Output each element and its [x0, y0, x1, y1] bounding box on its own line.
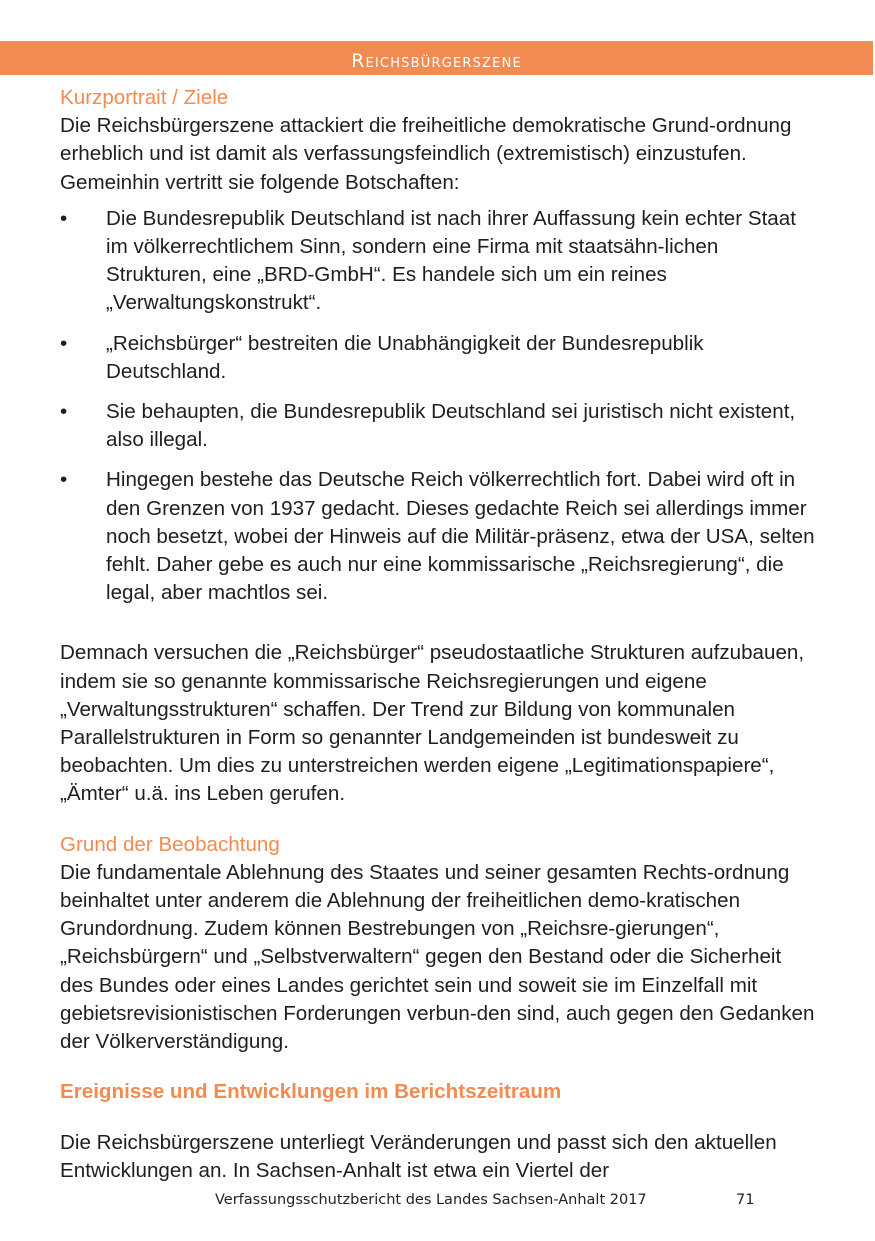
ereignisse-paragraph: Die Reichsbürgerszene unterliegt Veränderungen und passt sich den aktuellen Entwicklungen an. In Sachsen-Anhalt ist etwa ein Viertel der [60, 1130, 777, 1182]
heading-kurzportrait: Kurzportrait / Ziele [60, 86, 229, 109]
intro-paragraph: Die Reichsbürgerszene attackiert die freiheitliche demokratische Grund-ordnung erheblich und ist damit als verfassungsfeindlich (extremistisch) einzustufen. Gemeinhin vertritt sie folgende Botschaften: [60, 114, 792, 194]
heading-ereignisse: Ereignisse und Entwicklungen im Berichtszeitraum [60, 1080, 562, 1104]
page-number: 71 [736, 1192, 755, 1208]
bullet-item: • Hingegen bestehe das Deutsche Reich völkerrechtlich fort. Dabei wird oft in den Grenzen von 1937 gedacht. Dieses gedachte Reich sei allerdings immer noch besetzt, wobei der Hinweis auf die Militär-präsenz, etwa der USA, selten fehlt. Daher gebe es auch nur eine kommissarische „Reichsregierung“, die legal, aber machtlos sei. [60, 466, 820, 607]
bullet-item: • Die Bundesrepublik Deutschland ist nach ihrer Auffassung kein echter Staat im völkerrechtlichem Sinn, sondern eine Firma mit staatsähn-lichen Strukturen, eine „BRD-GmbH“. Es handele sich um ein reines „Verwaltungskonstrukt“. [60, 205, 820, 318]
header-title: Reichsbürgerszene [351, 50, 522, 72]
bullet-item: • „Reichsbürger“ bestreiten die Unabhängigkeit der Bundesrepublik Deutschland. [60, 330, 820, 386]
section-header-bar [0, 41, 873, 75]
footer-text: Verfassungsschutzbericht des Landes Sachsen-Anhalt 2017 [215, 1192, 647, 1208]
heading-grund-der-beobachtung: Grund der Beobachtung [60, 832, 280, 856]
bullet-list [60, 205, 820, 608]
document-body [60, 84, 820, 1185]
grund-paragraph: Die fundamentale Ablehnung des Staates und seiner gesamten Rechts-ordnung beinhaltet unter anderem die Ablehnung der freiheitlichen demo-kratischen Grundordnung. Zudem können Bestrebungen von „Reichsre-gierungen“, „Reichsbürgern“ und „Selbstverwaltern“ gegen den Bestand oder die Sicherheit des Bundes oder eines Landes gerichtet sein und soweit sie im Einzelfall mit gebietsrevisionistischen Forderungen verbun-den sind, auch gegen den Gedanken der Völkerverständigung. [60, 860, 815, 1054]
bullet-item: • Sie behaupten, die Bundesrepublik Deutschland sei juristisch nicht existent, also illegal. [60, 398, 820, 454]
demnach-paragraph: Demnach versuchen die „Reichsbürger“ pseudostaatliche Strukturen aufzubauen, indem sie so genannte kommissarische Reichsregierungen und eigene „Verwaltungsstrukturen“ schaffen. Der Trend zur Bildung von kommunalen Parallelstrukturen in Form so genannter Landgemeinden ist bundesweit zu beobachten. Um dies zu unterstreichen werden eigene „Legitimationspapiere“, „Ämter“ u.ä. ins Leben gerufen. [60, 641, 805, 806]
